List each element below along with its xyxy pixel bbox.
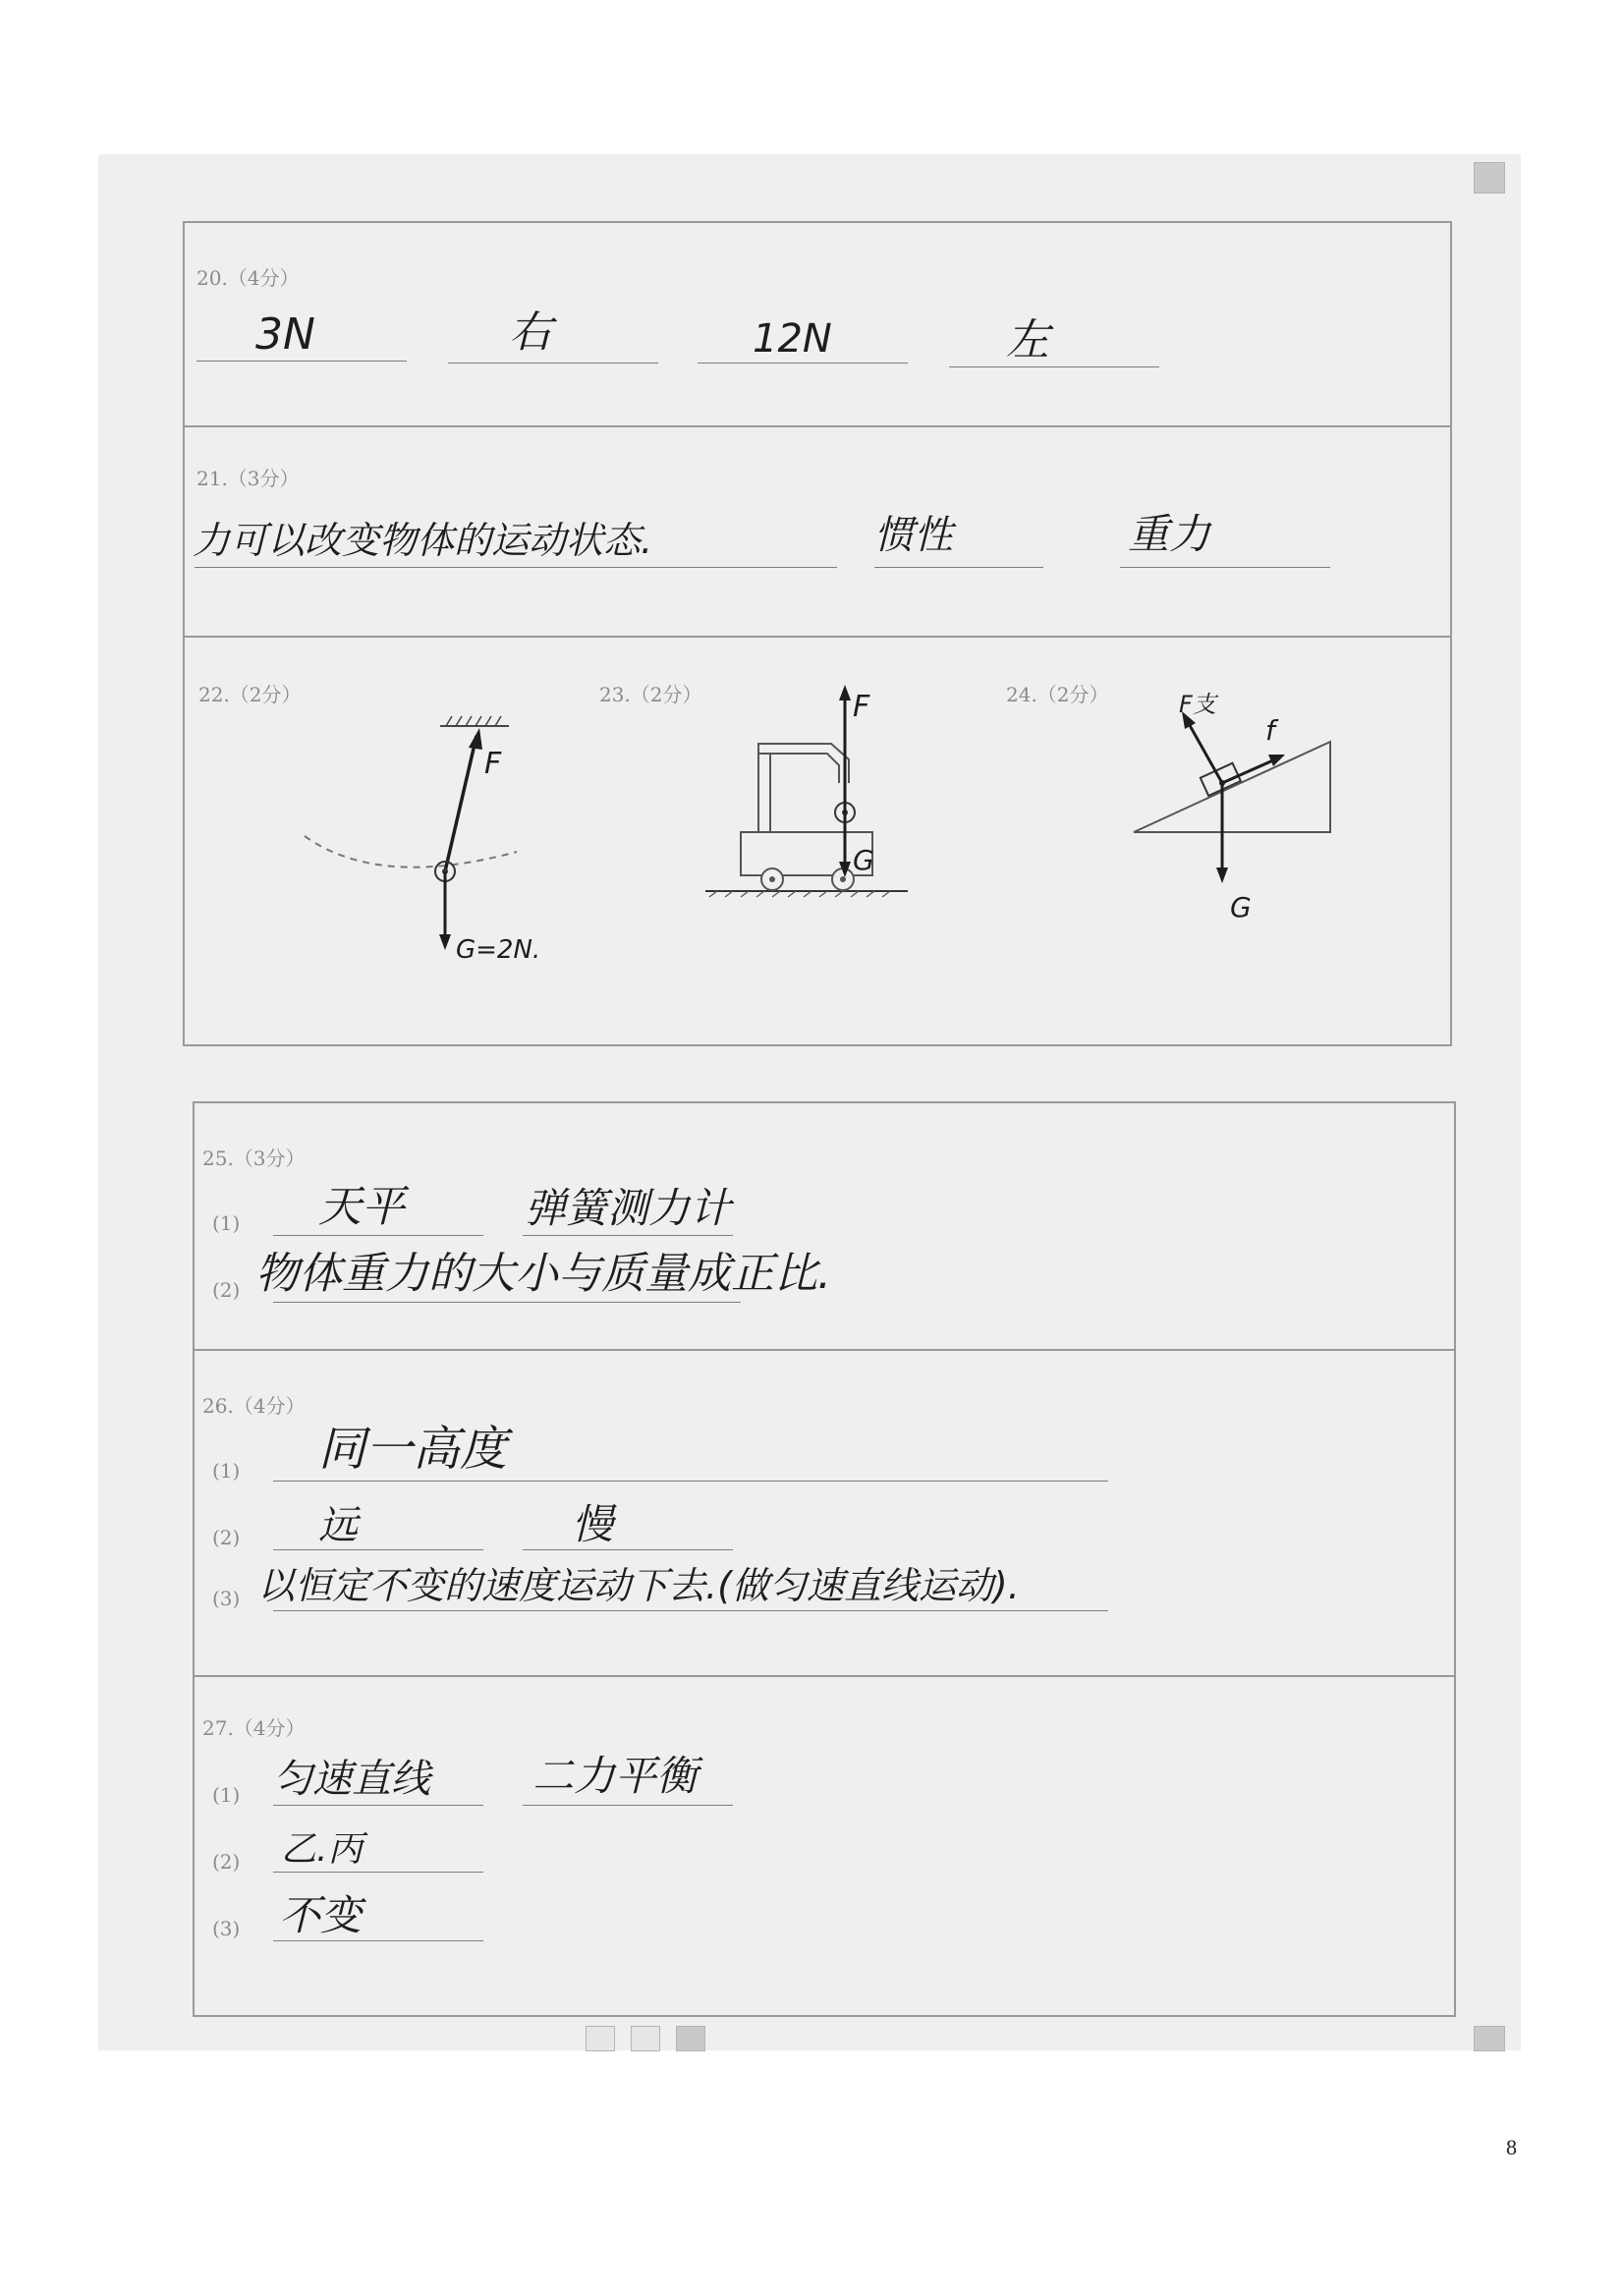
q27-part1-blank-2 — [523, 1805, 733, 1806]
q26-part1-answer: 同一高度 — [318, 1422, 508, 1477]
q21-answer-3: 重力 — [1128, 510, 1211, 558]
q21-label: 21.（3分） — [196, 467, 300, 490]
q24-gravity-label: G — [1230, 891, 1252, 924]
answer-box-q20-q24 — [183, 221, 1452, 1046]
page-number: 8 — [1506, 2135, 1517, 2159]
q26-part3-answer: 以恒定不变的速度运动下去.(做匀速直线运动). — [257, 1564, 1020, 1607]
bottom-marker-3 — [676, 2026, 705, 2051]
q22-force-label: F — [484, 747, 502, 781]
q24-label: 24.（2分） — [1006, 683, 1109, 706]
q26-part1-blank — [273, 1481, 1108, 1482]
q25-part1-blank-2 — [523, 1235, 733, 1236]
q23-label: 23.（2分） — [599, 683, 702, 706]
q23-gravity-label: G — [853, 844, 874, 876]
q22-pendulum-diagram — [303, 714, 558, 980]
q25-part1-blank-1 — [273, 1235, 483, 1236]
q20-answer-1: 3N — [255, 309, 315, 360]
q27-part2-answer: 乙.丙 — [281, 1829, 364, 1870]
q21-blank-1 — [195, 567, 837, 568]
q27-part1-blank-1 — [273, 1805, 483, 1806]
q26-part2-blank-2 — [523, 1549, 733, 1550]
divider-q20-q21 — [185, 425, 1450, 427]
q23-force-label: F — [853, 690, 870, 724]
q26-label: 26.（4分） — [202, 1394, 306, 1418]
q20-answer-3: 12N — [753, 316, 832, 362]
q21-answer-1: 力可以改变物体的运动状态. — [193, 519, 653, 562]
q21-blank-3 — [1120, 567, 1330, 568]
corner-marker-bottom-right — [1474, 2026, 1505, 2051]
divider-q25-q26 — [195, 1349, 1454, 1351]
q27-part1-answer-2: 二力平衡 — [532, 1752, 699, 1800]
q25-part1-num: (1) — [212, 1211, 241, 1235]
q21-answer-2: 惯性 — [874, 513, 953, 558]
q27-part2-blank — [273, 1872, 483, 1873]
q24-friction-label: f — [1265, 714, 1275, 747]
q26-part2-num: (2) — [212, 1526, 241, 1549]
q20-answer-4: 左 — [1006, 315, 1049, 365]
q25-part2-num: (2) — [212, 1278, 241, 1302]
bottom-marker-2 — [631, 2026, 660, 2051]
bottom-marker-1 — [586, 2026, 615, 2051]
scanned-answer-sheet — [98, 154, 1521, 2050]
q25-label: 25.（3分） — [202, 1147, 306, 1170]
q23-crane-diagram — [705, 675, 922, 930]
corner-marker-top-right — [1474, 162, 1505, 194]
answer-box-q25-q27 — [193, 1101, 1456, 2017]
divider-q21-q22 — [185, 636, 1450, 638]
q20-blank-2 — [448, 363, 658, 364]
q20-answer-2: 右 — [509, 308, 552, 358]
q25-part2-blank — [273, 1302, 741, 1303]
q27-part3-blank — [273, 1940, 483, 1941]
q21-blank-2 — [874, 567, 1043, 568]
q27-part3-num: (3) — [212, 1917, 241, 1940]
q25-part2-answer: 物体重力的大小与质量成正比. — [255, 1249, 831, 1299]
q26-part2-answer-1: 远 — [318, 1503, 358, 1548]
divider-q26-q27 — [195, 1675, 1454, 1677]
q22-label: 22.（2分） — [198, 683, 302, 706]
q24-support-label: F支 — [1179, 691, 1216, 718]
q20-blank-3 — [698, 363, 908, 364]
q27-label: 27.（4分） — [202, 1716, 306, 1740]
q25-part1-answer-2: 弹簧测力计 — [525, 1184, 732, 1232]
q26-part1-num: (1) — [212, 1459, 241, 1483]
q20-blank-1 — [196, 361, 407, 362]
q26-part2-answer-2: 慢 — [572, 1500, 614, 1548]
q27-part1-num: (1) — [212, 1783, 241, 1807]
q27-part1-answer-1: 匀速直线 — [273, 1757, 430, 1802]
q26-part2-blank-1 — [273, 1549, 483, 1550]
q26-part3-num: (3) — [212, 1587, 241, 1610]
q27-part3-answer: 不变 — [279, 1891, 363, 1939]
q27-part2-num: (2) — [212, 1850, 241, 1874]
q26-part3-blank — [273, 1610, 1108, 1611]
q20-label: 20.（4分） — [196, 266, 300, 290]
q22-gravity-label: G=2N. — [456, 935, 541, 965]
q20-blank-4 — [949, 366, 1159, 367]
q25-part1-answer-1: 天平 — [318, 1182, 405, 1232]
q24-incline-diagram — [1128, 681, 1344, 936]
